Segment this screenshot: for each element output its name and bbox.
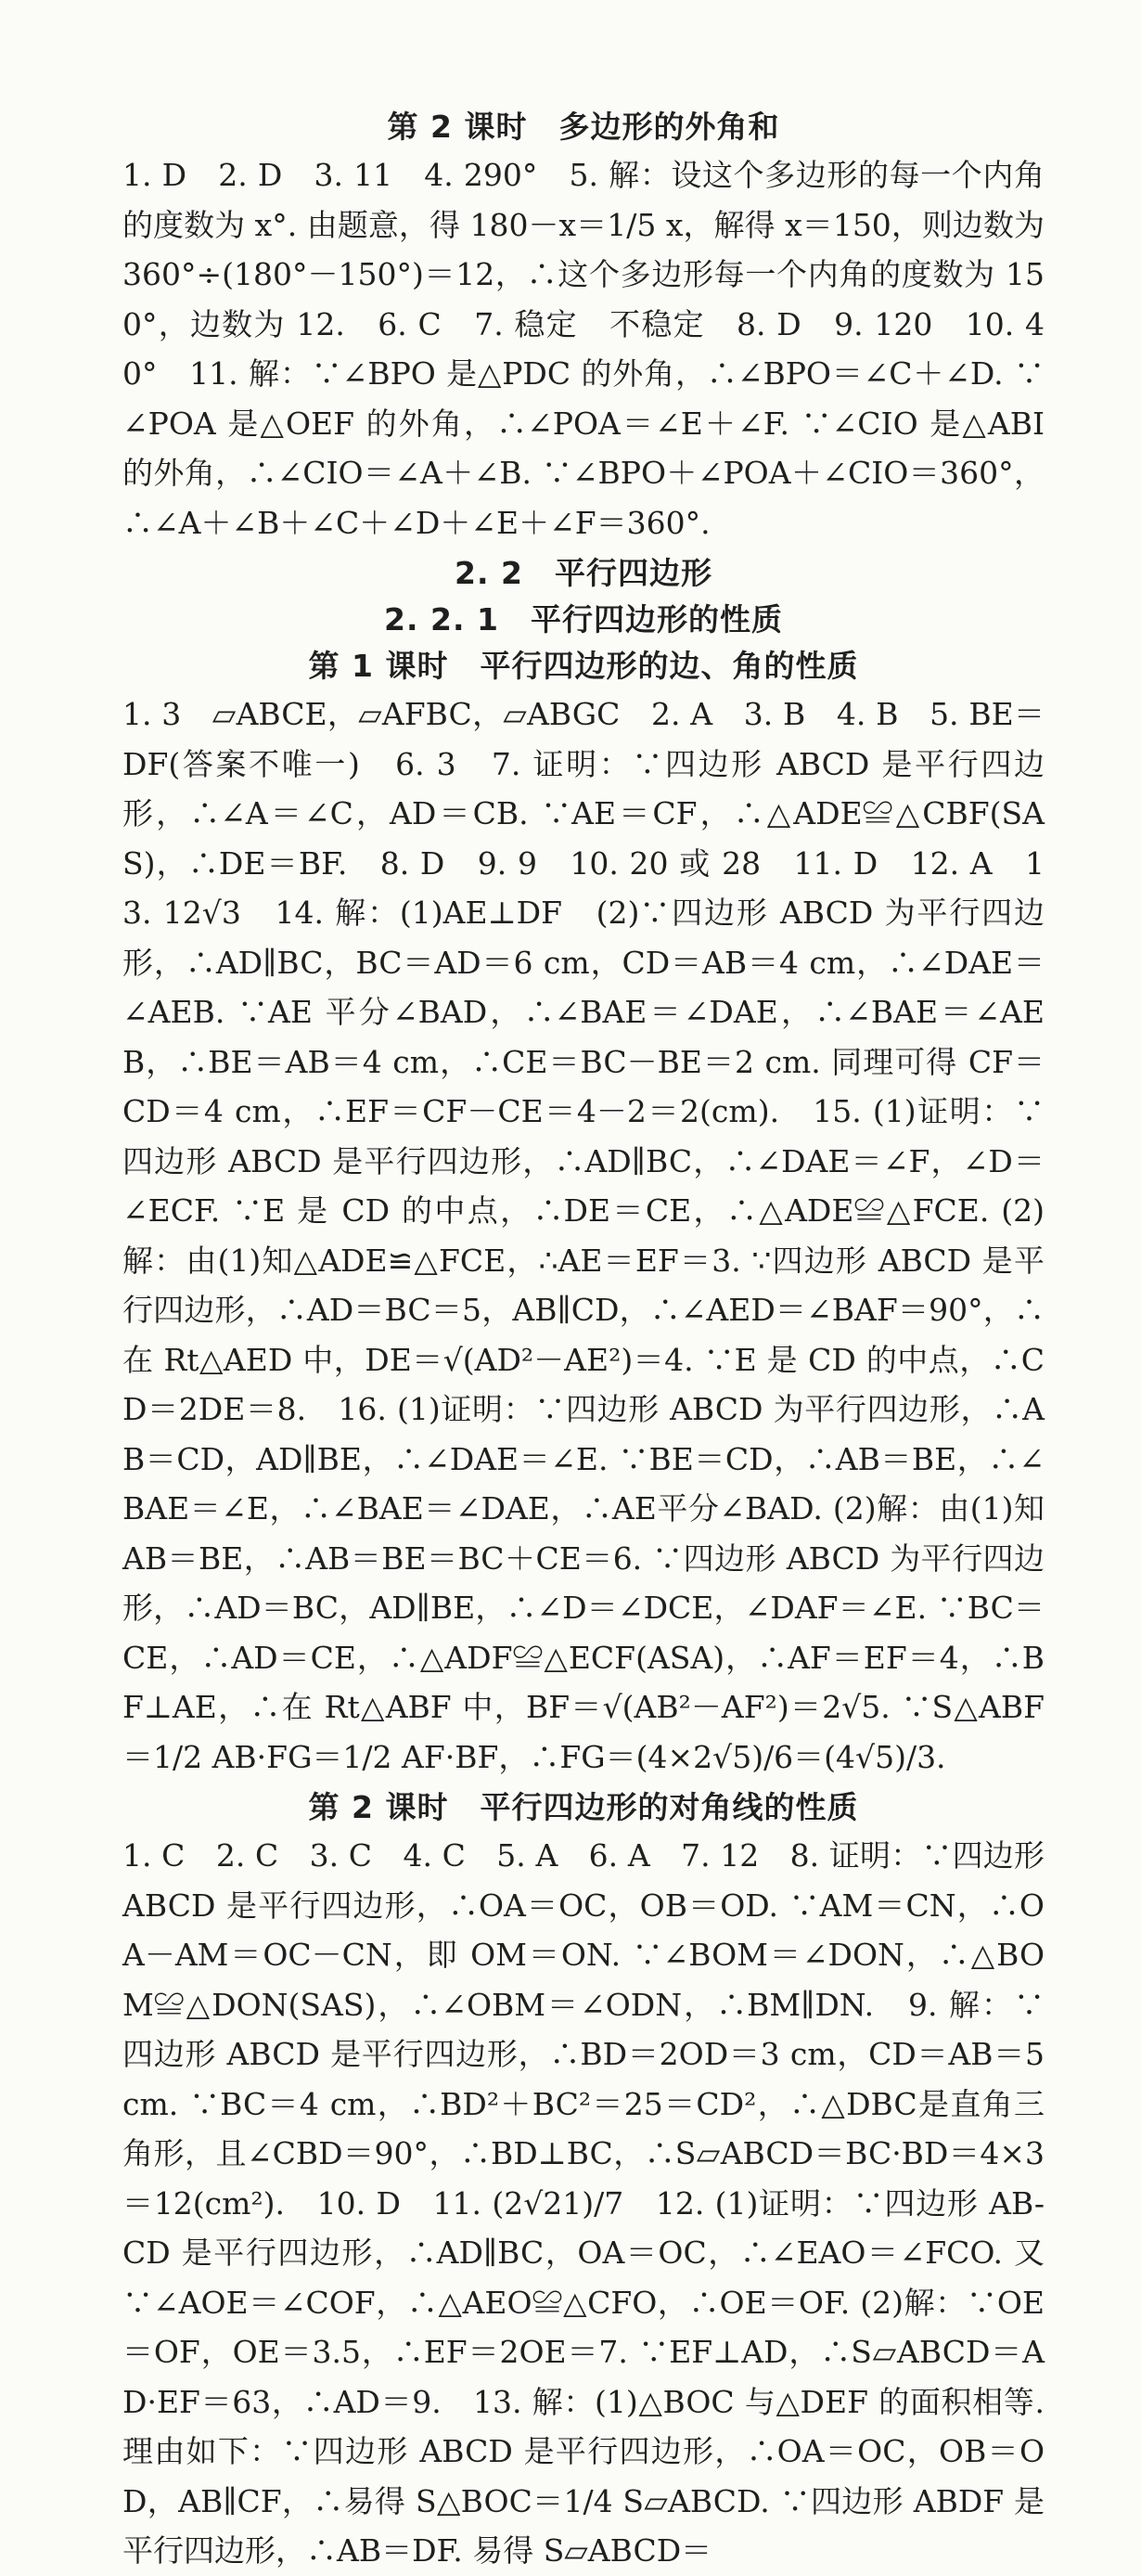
answers-diagonals: 1. C 2. C 3. C 4. C 5. A 6. A 7. 12 8. 证明：∵四边形 ABCD 是平行四边形，∴OA＝OC，OB＝OD. ∵AM＝CN，∴OA－AM＝OC－CN，即 OM＝ON. ∵∠BOM＝∠DON，∴△BOM≌△DON(SAS)，∴∠OBM＝∠ODN，∴BM∥DN. 9. 解：∵四边形 ABCD 是平行四边形，∴BD＝2OD＝3 cm，CD＝AB＝5 cm. ∵BC＝4 cm，∴BD²＋BC²＝25＝CD²，∴△DBC是直角三角形，且∠CBD＝90°，∴BD⊥BC，∴S▱ABCD＝BC·BD＝4×3＝12(cm²). 10. D 11. (2√21)/7 12. (1)证明：∵四边形 AB-CD 是平行四边形，∴AD∥BC，OA＝OC，∴∠EAO＝∠FCO. 又∵∠AOE＝∠COF，∴△AEO≌△CFO，∴OE＝OF. (2)解：∵OE＝OF，OE＝3.5，∴EF＝2OE＝7. ∵EF⊥AD，∴S▱ABCD＝AD·EF＝63，∴AD＝9. 13. 解：(1)△BOC 与△DEF 的面积相等. 理由如下：∵四边形 ABCD 是平行四边形，∴OA＝OC，OB＝OD，AB∥CF，∴易得 S△BOC＝1/4 S▱ABCD. ∵四边形 ABDF 是平行四边形，∴AB＝DF. 易得 S▱ABCD＝: [122, 1837, 1045, 2569]
lesson-heading-sides-angles: 第 1 课时 平行四边形的边、角的性质: [308, 648, 859, 684]
answers-sides-angles: 1. 3 ▱ABCE，▱AFBC，▱ABGC 2. A 3. B 4. B 5. BE＝DF(答案不唯一) 6. 3 7. 证明：∵四边形 ABCD 是平行四边形，∴∠A＝∠C，AD＝CB. ∵AE＝CF，∴△ADE≌△CBF(SAS)，∴DE＝BF. 8. D 9. 9 10. 20 或 28 11. D 12. A 13. 12√3 14. 解：(1)AE⊥DF (2)∵四边形 ABCD 为平行四边形，∴AD∥BC，BC＝AD＝6 cm，CD＝AB＝4 cm，∴∠DAE＝∠AEB. ∵AE 平分∠BAD，∴∠BAE＝∠DAE，∴∠BAE＝∠AEB，∴BE＝AB＝4 cm，∴CE＝BC－BE＝2 cm. 同理可得 CF＝CD＝4 cm，∴EF＝CF－CE＝4－2＝2(cm). 15. (1)证明：∵四边形 ABCD 是平行四边形，∴AD∥BC，∴∠DAE＝∠F，∠D＝∠ECF. ∵E 是 CD 的中点，∴DE＝CE，∴△ADE≌△FCE. (2)解：由(1)知△ADE≌△FCE，∴AE＝EF＝3. ∵四边形 ABCD 是平行四边形，∴AD＝BC＝5，AB∥CD，∴∠AED＝∠BAF＝90°，∴在 Rt△AED 中，DE＝√(AD²－AE²)＝4. ∵E 是 CD 的中点，∴CD＝2DE＝8. 16. (1)证明：∵四边形 ABCD 为平行四边形，∴AB＝CD，AD∥BE，∴∠DAE＝∠E. ∵BE＝CD，∴AB＝BE，∴∠BAE＝∠E，∴∠BAE＝∠DAE，∴AE平分∠BAD. (2)解：由(1)知 AB＝BE，∴AB＝BE＝BC＋CE＝6. ∵四边形 ABCD 为平行四边形，∴AD＝BC，AD∥BE，∴∠D＝∠DCE，∠DAF＝∠E. ∵BC＝CE，∴AD＝CE，∴△ADF≌△ECF(ASA)，∴AF＝EF＝4，∴BF⊥AE，∴在 Rt△ABF 中，BF＝√(AB²－AF²)＝2√5. ∵S△ABF＝1/2 AB·FG＝1/2 AF·BF，∴FG＝(4×2√5)/6＝(4√5)/3.: [122, 696, 1045, 1775]
answers-exterior-angles: 1. D 2. D 3. 11 4. 290° 5. 解：设这个多边形的每一个内角的度数为 x°. 由题意，得 180－x＝1/5 x，解得 x＝150，则边数为 360°÷(180°－150°)＝12，∴这个多边形每一个内角的度数为 150°，边数为 12. 6. C 7. 稳定 不稳定 8. D 9. 120 10. 40° 11. 解：∵∠BPO 是△PDC 的外角，∴∠BPO＝∠C＋∠D. ∵∠POA 是△OEF 的外角，∴∠POA＝∠E＋∠F. ∵∠CIO 是△ABI 的外角，∴∠CIO＝∠A＋∠B. ∵∠BPO＋∠POA＋∠CIO＝360°，∴∠A＋∠B＋∠C＋∠D＋∠E＋∠F＝360°.: [122, 157, 1045, 541]
lesson-heading-diagonals: 第 2 课时 平行四边形的对角线的性质: [308, 1789, 859, 1825]
section-heading-parallelogram: 2. 2 平行四边形: [455, 555, 712, 591]
subsection-heading-properties: 2. 2. 1 平行四边形的性质: [384, 601, 783, 638]
lesson-heading-exterior-angles: 第 2 课时 多边形的外角和: [387, 109, 780, 145]
